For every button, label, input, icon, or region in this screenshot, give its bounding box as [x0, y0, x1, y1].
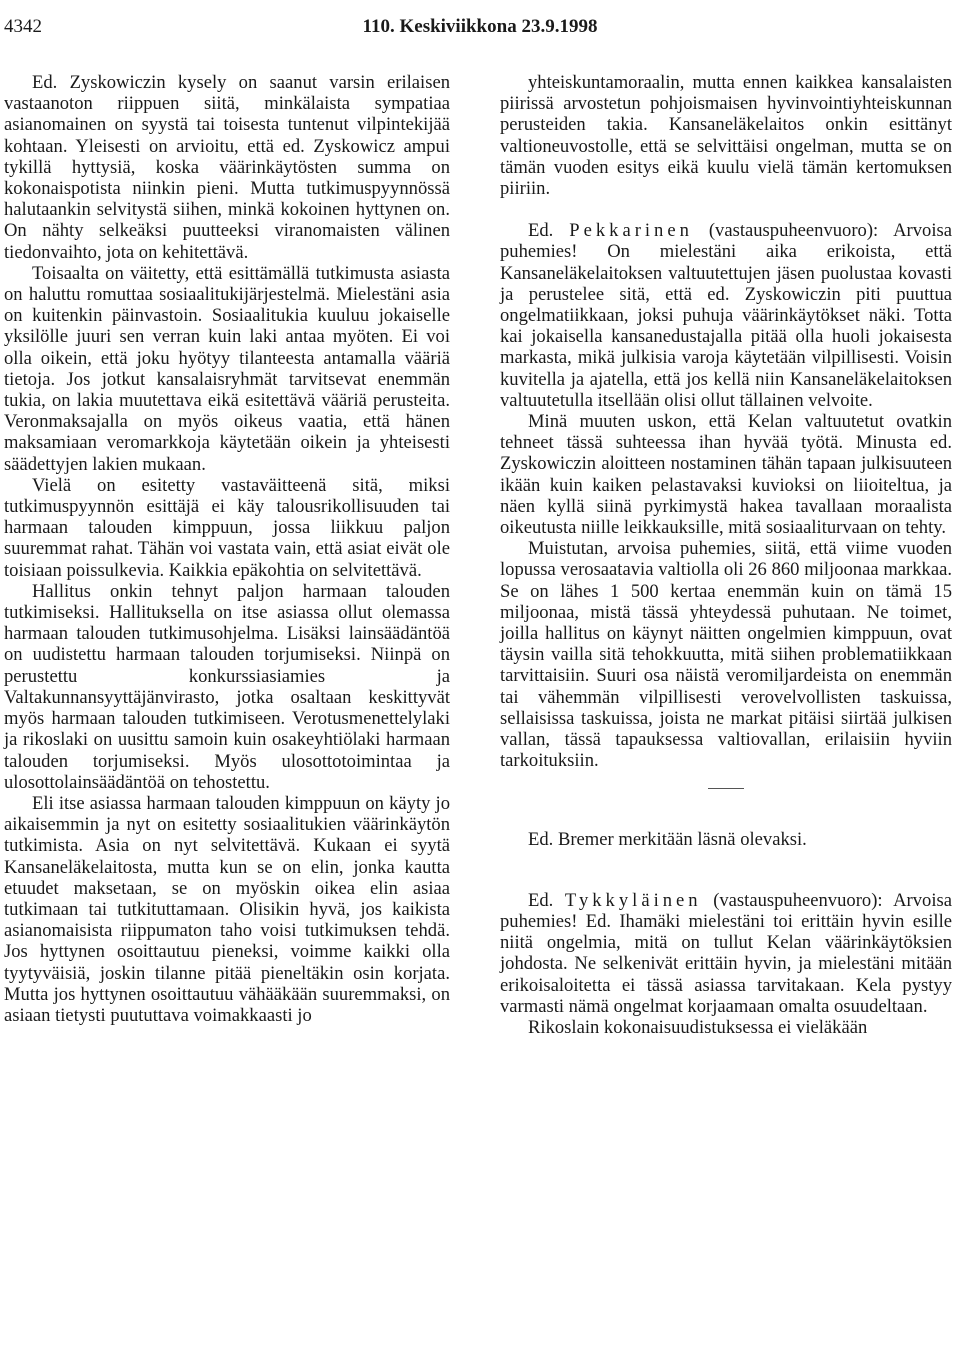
paragraph: Rikoslain kokonaisuudistuksessa ei vieläkään [528, 1016, 868, 1038]
speech-text: (vastauspuheenvuoro): Arvoisa puhemies! Ed. Ihamäki mielestäni toi erittäin hyvin esille niitä ongelmia, mitä on tullut Kelan väärinkäytöksien johdosta. Ne selkenivät erittäin hyvin, ja mielestäni mitään erikoisaloitetta ei tässä asiassa tarvitakaan. Kela pystyy varmasti nämä ongelmat korjaamaan omalta osuudeltaan. [500, 889, 952, 1017]
speaker-paragraph [500, 890, 952, 1017]
section-divider [708, 788, 744, 789]
paragraph: Vielä on esitetty vastaväitteenä sitä, miksi tutkimuspyynnön esittäjä ei käy talousrikollisuuden tai harmaan talouden kimppuun, jossa liikkuu paljon suuremmat rahat. Tähän voi vastata vain, että asiat eivät ole toisiaan poissulkevia. Kaikkia epäkohtia on selvitettävä. [4, 474, 450, 581]
attendance-notice: Ed. Bremer merkitään läsnä olevaksi. [528, 828, 807, 850]
page-header [0, 16, 960, 42]
paragraph: Toisaalta on väitetty, että esittämällä tutkimusta asiasta on haluttu romuttaa sosiaalitukijärjestelmä. Mielestäni asia on kuitenkin päinvastoin. Sosiaalitukia kuuluu jokaiselle yksilölle juuri sen verran kuin laki antaa myöten. Ei voi olla oikein, että joku hyötyy tilanteesta antamalla vääriä tietoja. Jos jotkut kansalaisryhmät tarvitsevat enemmän tukia, on lakia muutettava eikä esitettävä vääriä perusteita. Veronmaksajalla on myös oikeus vaatia, että hänen maksamiaan veromarkkoja käytetään oikein ja yhteisesti säädettyjen lakien mukaan. [4, 262, 450, 475]
paragraph: Muistutan, arvoisa puhemies, siitä, että viime vuoden lopussa verosaatavia valtiolla oli 26 860 miljoonaa markkaa. Se on lähes 1 500 kertaa enemmän kuin on tämä 15 miljoonaa, mistä tässä yhteydessä puhutaan. Ne toimet, joilla hallitus on käynyt näitten ongelmien kimppuun, ovat täysin vailla sitä tehokkuutta, mitä siihen problematiikkaan tarvittaisiin. Suuri osa näistä veromiljardeista on enemmän tai vähemmän vilpillisesti verovelvollisten taskuissa, sellaisissa taskuissa, joista ne markat pitäisi siirtää julkisen vallan, tässä tapauksessa valtiovallan, erilaisiin hyviin tarkoituksiin. [500, 538, 952, 772]
speaker-paragraph [500, 220, 952, 411]
speaker-name: Pekkarinen [569, 220, 693, 242]
paragraph: Ed. Zyskowiczin kysely on saanut varsin erilaisen vastaanoton riippuen siitä, minkälaista sympatiaa asianomainen on syystä tai toisesta tuntenut vilpintekijää kohtaan. Yleisesti on arvioitu, että ed. Zyskowicz ampui tykillä hyttysiä, koska väärinkäytösten summa on kokonaispotista niinkin pieni. Mutta tutkimuspyynnössä halutaankin selvitystä siihen, minkä kokoinen hyttynen on. On nähty selkeäksi puutteeksi viranomaisten välinen tiedonvaihto, jota on kehitettävä. [4, 72, 450, 263]
right-column [500, 72, 952, 1038]
paragraph: Hallitus onkin tehnyt paljon harmaan talouden tutkimiseksi. Hallituksella on itse asiassa ollut olemassa harmaan talouden tutkimusohjelma. Lisäksi lainsäädäntöä on uudistettu harmaan talouden torjumiseksi. Niinpä on perustettu konkurssiasiamies ja Valtakunnansyyttäjänvirasto, jotka osaltaan keskittyvät myös harmaan talouden tutkimiseen. Verotusmenettelylaki ja rikoslaki on uusittu samoin kuin osakeyhtiölaki harmaan talouden torjumiseksi. Myös ulosottotoimintaa ja ulosottolainsäädäntöä on tehostettu. [4, 580, 450, 793]
speaker-prefix: Ed. [528, 889, 554, 911]
session-title: 110. Keskiviikkona 23.9.1998 [362, 16, 598, 37]
speaker-prefix: Ed. [528, 220, 554, 242]
paragraph: Minä muuten uskon, että Kelan valtuutetut ovatkin tehneet tässä suhteessa ihan hyvää työtä. Minusta ed. Zyskowiczin aloitteen nostaminen tähän tapaan julkisuuteen ikään kuin kaiken pelastavaksi kuvioksi on liioiteltua, ja näen kyllä siinä pyrkimystä hakea tavallaan moraalista oikeutusta niille leikkauksille, mitä sosiaaliturvaan on tehty. [500, 411, 952, 539]
left-column [4, 72, 450, 1026]
speaker-name: Tykkyläinen [564, 889, 702, 911]
paragraph: yhteiskuntamoraalin, mutta ennen kaikkea kansalaisten piirissä arvostetun pohjoismaisen hyvinvointiyhteiskunnan perusteiden takia. Kansaneläkelaitos onkin esittänyt valtioneuvostolle, että se selvittäisi ongelman, mutta se on tämän vuoden esitys eikä kuulu vielä tämän kertomuksen piiriin. [500, 72, 952, 200]
page-number: 4342 [4, 16, 42, 37]
paragraph: Eli itse asiassa harmaan talouden kimppuun on käyty jo aikaisemmin ja nyt on esitetty sosiaalitukien väärinkäytön tutkimista. Asia on nyt selvitettävä. Kukaan ei syytä Kansaneläkelaitosta, mutta kun se on elin, jonka kautta etuudet maksetaan, se on myöskin oikea elin asiaa tutkimaan tai tutkituttamaan. Olisikin hyvä, jos kaikista asianomaisista riippumaton taho voisi tutkimuksen tehdä. Jos hyttynen osoittautuu pieneksi, voimme kaikki olla tyytyväisiä, joskin tilanne pitää pieneltäkin osin korjata. Mutta jos hyttynen osoittautuu vähääkään suuremmaksi, on asiaan tietysti puututtava voimakkaasti jo [4, 792, 450, 1026]
speech-text: (vastauspuheenvuoro): Arvoisa puhemies! On mielestäni aika erikoista, että Kansaneläkelaitoksen valtuutettujen jäsen puolustaa kovasti ja perustelee sitä, että ed. Zyskowiczin piti puuttua ongelmatiikkaan, joksi puhuja väärinkäytökset näki. Totta kai jokaisella kansanedustajalla pitää olla huoli jokaisesta markasta, mikä julkisia varoja käytetään vilpillisesti. Voisin kuvitella ja ajatella, että jos kellä niin Kansaneläkelaitoksen valtuutetulla itsellään olisi ollut tällainen velvoite. [500, 220, 952, 411]
